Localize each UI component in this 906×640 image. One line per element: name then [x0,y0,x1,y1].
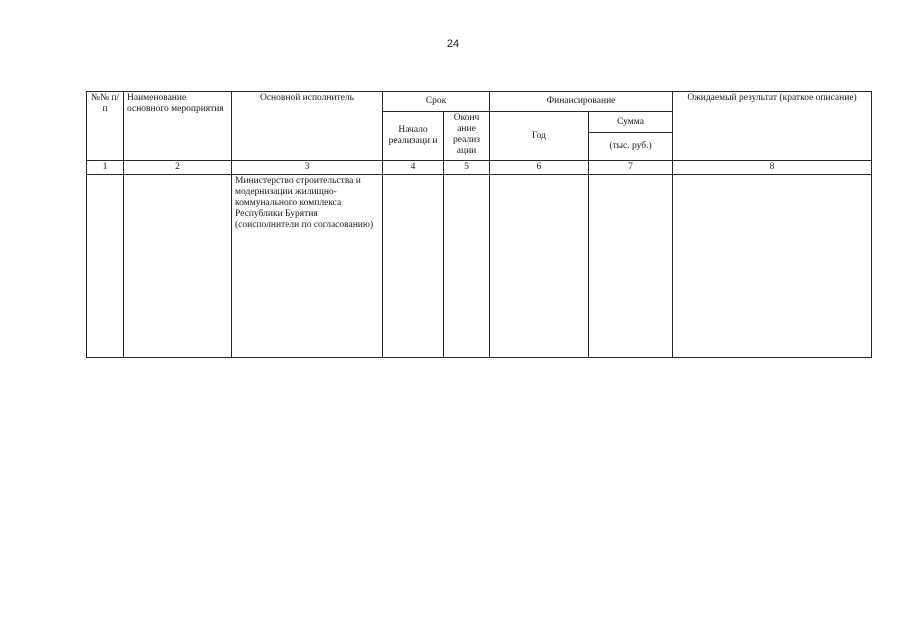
header-term: Срок [383,92,490,112]
header-term-end: Оконч ание реализ ации [444,112,490,161]
header-financing: Финансирование [490,92,673,112]
header-num: №№ п/п [87,92,124,161]
column-number: 8 [673,161,872,175]
cell-start [383,175,444,358]
column-number: 7 [589,161,673,175]
column-numbers-row [87,161,872,175]
column-number: 6 [490,161,589,175]
cell-end [444,175,490,358]
header-result: Ожидаемый результат (краткое описание) [673,92,872,161]
activities-table [86,91,872,358]
header-sum-unit: (тыс. руб.) [589,133,673,161]
column-number: 2 [124,161,232,175]
table-row [87,175,872,358]
header-sum: Сумма [589,112,673,133]
header-year: Год [490,112,589,161]
cell-year [490,175,589,358]
column-number: 1 [87,161,124,175]
column-number: 4 [383,161,444,175]
cell-result [673,175,872,358]
cell-sum [589,175,673,358]
column-number: 3 [232,161,383,175]
column-number: 5 [444,161,490,175]
cell-name [124,175,232,358]
page-number: 24 [446,38,460,50]
cell-num [87,175,124,358]
header-term-start: Начало реализаци и [383,112,444,161]
header-executor: Основной исполнитель [232,92,383,161]
header-name: Наименование основного мероприятия [124,92,232,161]
cell-executor: Министерство строительства и модернизации жилищно-коммунального комплекса Республики Бурятия (соисполнители по согласованию) [232,175,383,358]
